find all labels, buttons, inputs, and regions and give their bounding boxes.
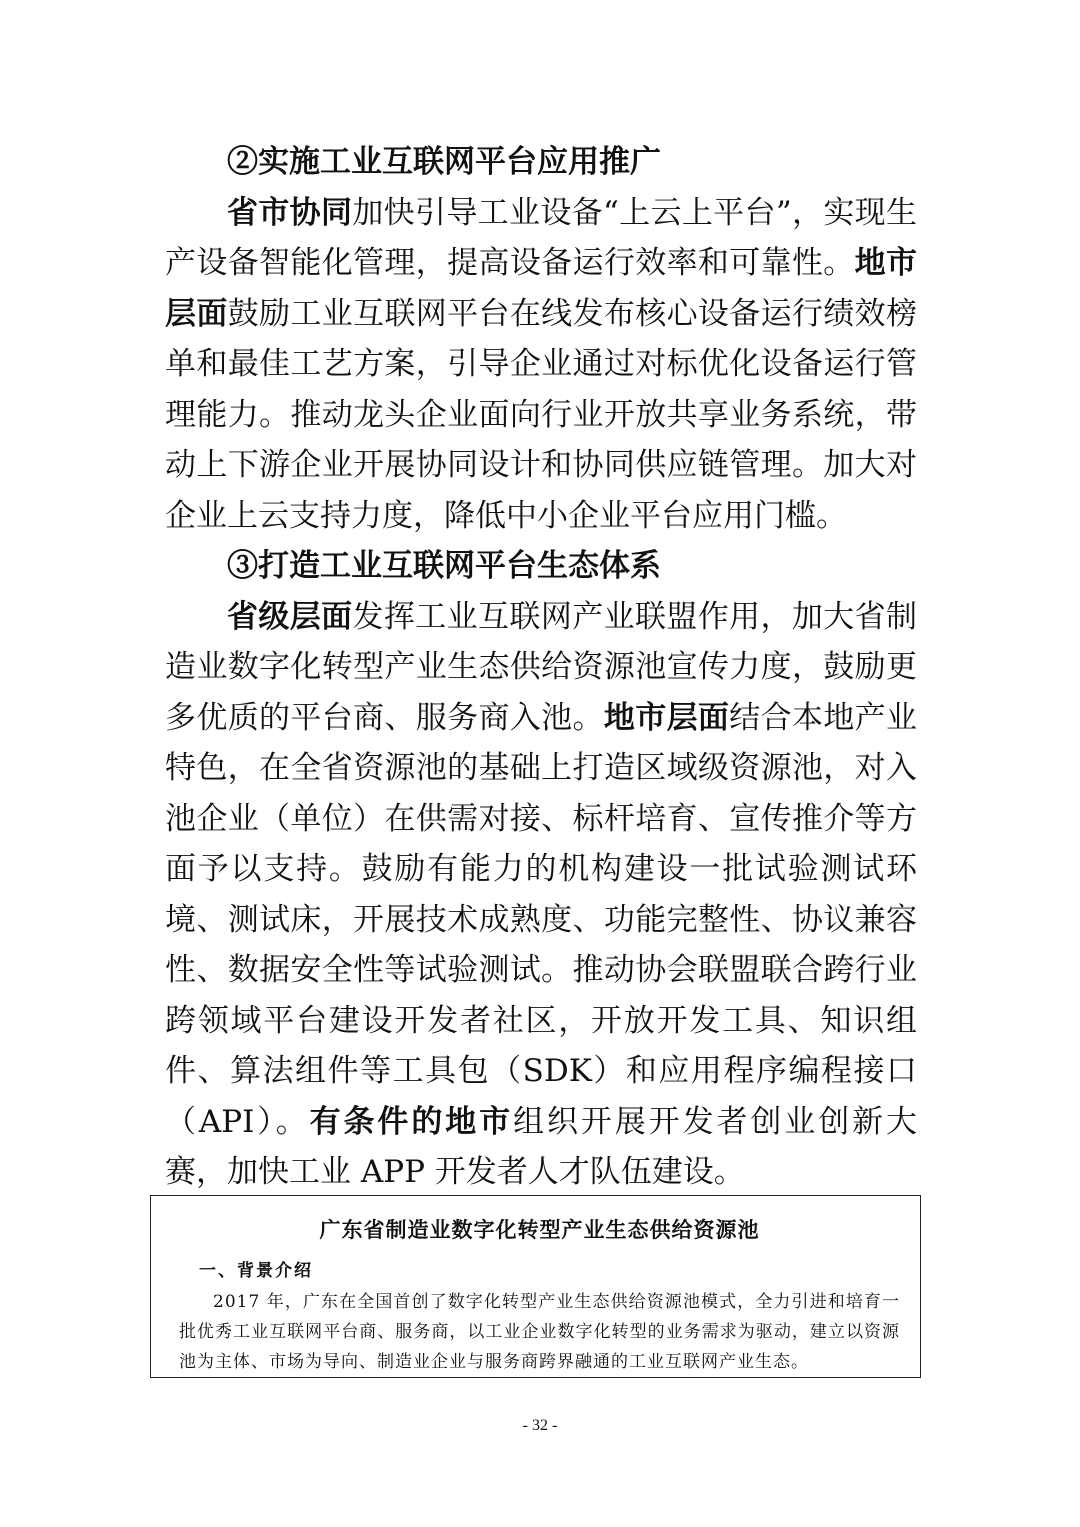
- info-box: [150, 1195, 921, 1378]
- info-box-subheading: 一、背景介绍: [199, 1261, 313, 1281]
- page-number: - 32 -: [522, 1417, 558, 1434]
- section-3-heading: ③打造工业互联网平台生态体系: [227, 548, 661, 584]
- lead-city-level: 地市层面: [603, 699, 730, 736]
- paragraph-text: 发挥工业互联网产业联盟作用，加大省制造业数字化转型产业生态供给资源池宣传力度，鼓励更多优质的平台商、服务商入池。: [165, 598, 918, 736]
- info-box-text: 2017 年，广东在全国首创了数字化转型产业生态供给资源池模式，全力引进和培育一批优秀工业互联网平台商、服务商，以工业企业数字化转型的业务需求为驱动，建立以资源池为主体、市场为导向、制造业企业与服务商跨界融通的工业互联网产业生态。: [179, 1292, 900, 1372]
- lead-provincial-city: 省市协同: [227, 194, 353, 231]
- lead-city-level: 地市层面: [165, 245, 918, 332]
- paragraph-text: 结合本地产业特色，在全省资源池的基础上打造区域级资源池，对入池企业（单位）在供需对接、标杆培育、宣传推介等方面予以支持。鼓励有能力的机构建设一批试验测试环境、测试床，开展技术成熟度、功能完整性、协议兼容性、数据安全性等试验测试。推动协会联盟联合跨行业跨领域平台建设开发者社区，开放开发工具、知识组件、算法组件等工具包（SDK）和应用程序编程接口（API）。: [165, 699, 918, 1140]
- section-2: [165, 137, 917, 541]
- section-2-heading: ②实施工业互联网平台应用推广: [227, 144, 661, 180]
- lead-qualified-cities: 有条件的地市: [309, 1103, 514, 1140]
- paragraph-text: 组织开展开发者创业创新大赛，加快工业 APP 开发者人才队伍建设。: [165, 1103, 918, 1190]
- section-2-paragraph: [165, 188, 917, 542]
- info-box-title: 广东省制造业数字化转型产业生态供给资源池: [319, 1218, 760, 1242]
- paragraph-text: 加快引导工业设备“上云上平台”，实现生产设备智能化管理，提高设备运行效率和可靠性。: [165, 194, 917, 281]
- lead-provincial: 省级层面: [227, 598, 353, 635]
- section-3-paragraph: [165, 592, 917, 1198]
- paragraph-text: 鼓励工业互联网平台在线发布核心设备运行绩效榜单和最佳工艺方案，引导企业通过对标优化设备运行管理能力。推动龙头企业面向行业开放共享业务系统，带动上下游企业开展协同设计和协同供应链管理。加大对企业上云支持力度，降低中小企业平台应用门槛。: [165, 295, 918, 534]
- section-3: [165, 541, 917, 1198]
